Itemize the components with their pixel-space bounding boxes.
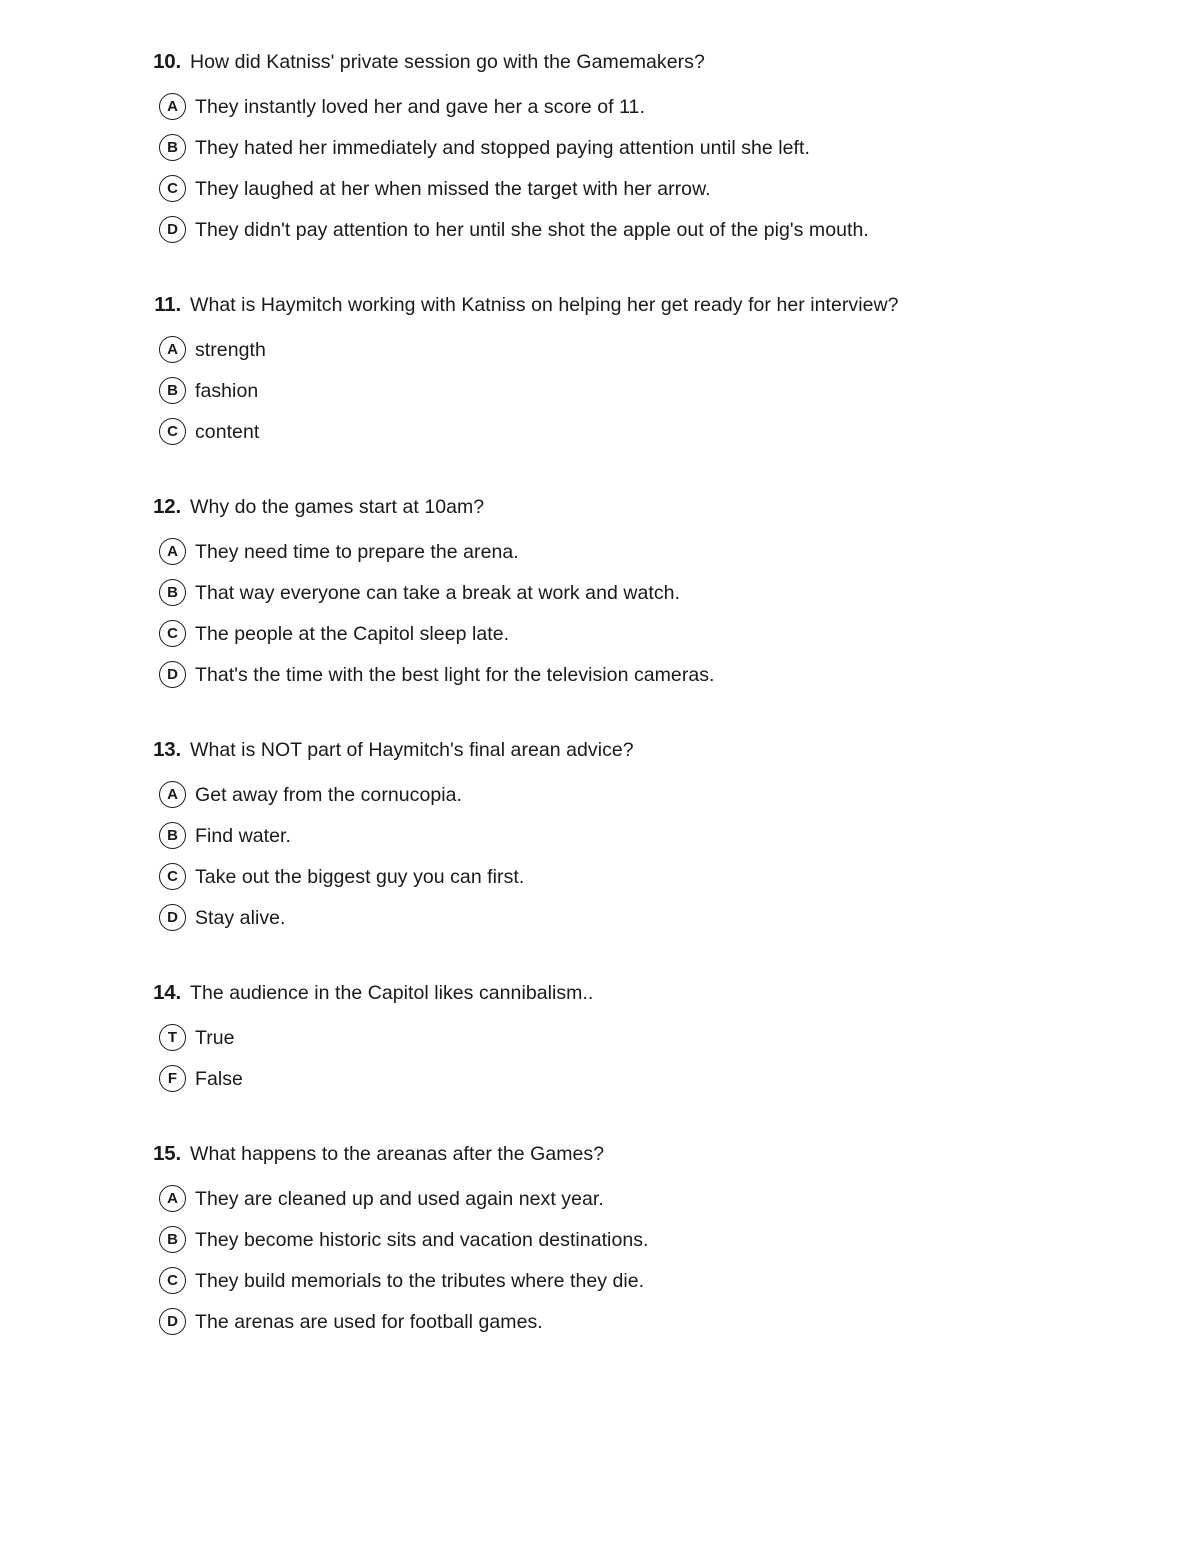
option-marker-cell [0,822,190,849]
option-marker-cell [0,216,190,243]
answer-option[interactable] [0,1260,1200,1301]
option-bubble-a[interactable]: A [159,781,186,808]
question-block [0,494,1200,695]
option-marker-cell [0,781,190,808]
option-marker-cell [0,175,190,202]
answer-option[interactable] [0,815,1200,856]
answer-option[interactable] [0,613,1200,654]
answer-option[interactable] [0,856,1200,897]
answer-option[interactable] [0,531,1200,572]
question-row [0,980,1200,1006]
answer-option[interactable] [0,1017,1200,1058]
question-block [0,737,1200,938]
option-text: They build memorials to the tributes where they die. [195,1269,645,1292]
option-text: They didn't pay attention to her until she shot the apple out of the pig's mouth. [195,218,869,241]
question-block [0,980,1200,1099]
option-text: That way everyone can take a break at work and watch. [195,581,680,604]
option-bubble-a[interactable]: A [159,538,186,565]
option-text: They hated her immediately and stopped paying attention until she left. [195,136,810,159]
question-number: 11. [154,293,181,316]
question-number: 10. [153,50,181,73]
option-text: The arenas are used for football games. [195,1310,543,1333]
option-text: content [195,420,260,443]
question-number: 15. [153,1142,181,1165]
option-text: They are cleaned up and used again next year. [195,1187,604,1210]
option-marker-cell [0,1308,190,1335]
option-bubble-c[interactable]: C [159,175,186,202]
option-bubble-c[interactable]: C [159,620,186,647]
option-text: Find water. [195,824,291,847]
option-marker-cell [0,336,190,363]
question-text: How did Katniss' private session go with the Gamemakers? [190,51,705,73]
answer-option[interactable] [0,572,1200,613]
option-bubble-b[interactable]: B [159,822,186,849]
option-marker-cell [0,418,190,445]
answer-option[interactable] [0,209,1200,250]
option-bubble-d[interactable]: D [159,661,186,688]
option-bubble-c[interactable]: C [159,863,186,890]
option-marker-cell [0,1226,190,1253]
option-marker-cell [0,1065,190,1092]
option-marker-cell [0,134,190,161]
option-bubble-a[interactable]: A [159,1185,186,1212]
option-bubble-c[interactable]: C [159,418,186,445]
option-marker-cell [0,661,190,688]
question-number: 14. [153,981,181,1004]
option-bubble-b[interactable]: B [159,134,186,161]
option-marker-cell [0,863,190,890]
option-text: That's the time with the best light for the television cameras. [195,663,715,686]
option-bubble-a[interactable]: A [159,93,186,120]
question-number: 12. [153,495,181,518]
option-text: fashion [195,379,259,402]
answer-option[interactable] [0,127,1200,168]
question-block [0,292,1200,452]
question-text: Why do the games start at 10am? [190,496,485,518]
question-row [0,49,1200,75]
option-bubble-a[interactable]: A [159,336,186,363]
question-block [0,49,1200,250]
option-marker-cell [0,93,190,120]
questions-list [0,49,1200,1342]
option-text: They need time to prepare the arena. [195,540,519,563]
answer-option[interactable] [0,654,1200,695]
option-text: False [195,1067,243,1090]
question-block [0,1141,1200,1342]
option-text: strength [195,338,266,361]
option-bubble-d[interactable]: D [159,216,186,243]
question-number: 13. [153,738,181,761]
answer-option[interactable] [0,774,1200,815]
option-text: They instantly loved her and gave her a score of 11. [195,95,645,118]
option-bubble-d[interactable]: D [159,904,186,931]
option-marker-cell [0,1267,190,1294]
answer-option[interactable] [0,1219,1200,1260]
question-text: What is Haymitch working with Katniss on helping her get ready for her interview? [190,294,899,316]
answer-option[interactable] [0,1058,1200,1099]
question-row [0,494,1200,520]
answer-option[interactable] [0,329,1200,370]
option-text: True [195,1026,235,1049]
option-bubble-b[interactable]: B [159,377,186,404]
option-marker-cell [0,1185,190,1212]
question-row [0,737,1200,763]
question-text: What happens to the areanas after the Games? [190,1143,605,1165]
option-text: Stay alive. [195,906,286,929]
answer-option[interactable] [0,86,1200,127]
option-text: Get away from the cornucopia. [195,783,462,806]
option-marker-cell [0,620,190,647]
answer-option[interactable] [0,1178,1200,1219]
option-marker-cell [0,538,190,565]
option-bubble-f[interactable]: F [159,1065,186,1092]
option-text: The people at the Capitol sleep late. [195,622,510,645]
option-marker-cell [0,579,190,606]
question-text: What is NOT part of Haymitch's final arean advice? [190,739,634,761]
option-text: They become historic sits and vacation destinations. [195,1228,649,1251]
option-marker-cell [0,904,190,931]
question-text: The audience in the Capitol likes cannibalism.. [190,982,594,1004]
answer-option[interactable] [0,168,1200,209]
question-row [0,292,1200,318]
option-marker-cell [0,1024,190,1051]
option-text: Take out the biggest guy you can first. [195,865,525,888]
answer-option[interactable] [0,411,1200,452]
answer-option[interactable] [0,1301,1200,1342]
option-bubble-c[interactable]: C [159,1267,186,1294]
question-row [0,1141,1200,1167]
answer-option[interactable] [0,370,1200,411]
option-text: They laughed at her when missed the target with her arrow. [195,177,711,200]
option-bubble-b[interactable]: B [159,579,186,606]
option-marker-cell [0,377,190,404]
option-bubble-d[interactable]: D [159,1308,186,1335]
option-bubble-t[interactable]: T [159,1024,186,1051]
option-bubble-b[interactable]: B [159,1226,186,1253]
answer-option[interactable] [0,897,1200,938]
